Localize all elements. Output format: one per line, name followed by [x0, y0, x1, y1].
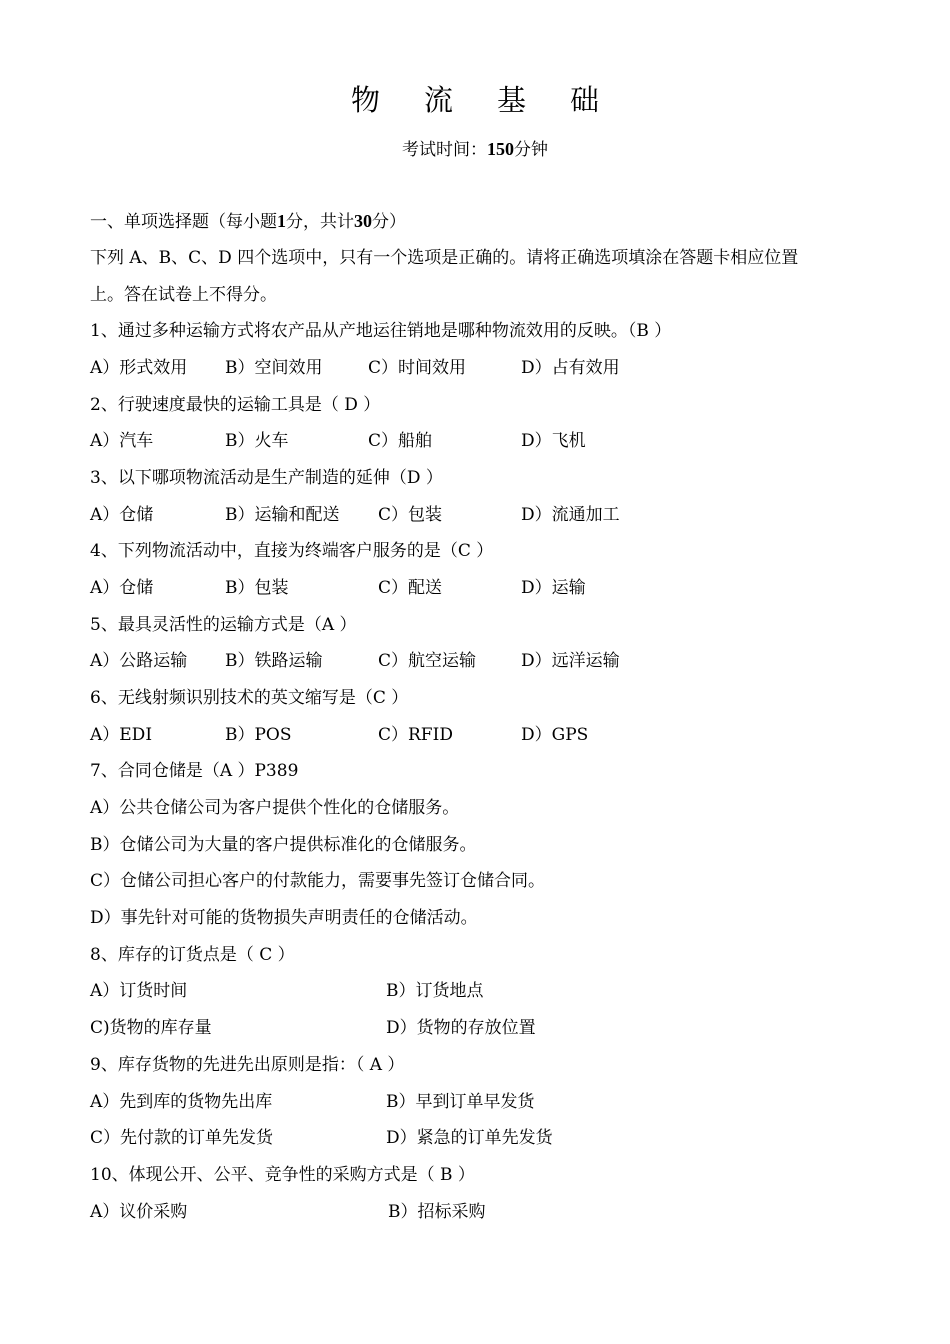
option: B）招标采购	[388, 1202, 486, 1222]
title-char: 流	[423, 83, 453, 117]
option: A）汽车	[90, 431, 154, 451]
exam-time	[0, 136, 950, 163]
question: 2、行驶速度最快的运输工具是（ D ）	[90, 395, 381, 415]
instructions-line: 下列 A、B、C、D 四个选项中，只有一个选项是正确的。请将正确选项填涂在答题卡相应位置	[90, 248, 799, 268]
section-text: 分，共计	[286, 212, 354, 232]
title-char: 基	[497, 83, 527, 117]
section-points-each: 1	[277, 211, 286, 231]
option: A）公路运输	[90, 651, 188, 671]
question: 4、下列物流活动中，直接为终端客户服务的是（C ）	[90, 541, 494, 561]
option: D）紧急的订单先发货	[386, 1128, 553, 1148]
option: C）航空运输	[378, 651, 477, 671]
option: C）时间效用	[368, 358, 467, 378]
option: A）形式效用	[90, 358, 188, 378]
option: B）订货地点	[386, 981, 484, 1001]
page-title	[0, 78, 950, 122]
option: C）RFID	[378, 725, 453, 745]
option: B）仓储公司为大量的客户提供标准化的仓储服务。	[90, 835, 477, 855]
section-text: 一、单项选择题（每小题	[90, 212, 277, 232]
option: B）铁路运输	[225, 651, 323, 671]
option: A）仓储	[90, 578, 154, 598]
question: 8、库存的订货点是（ C ）	[90, 945, 295, 965]
option: D）货物的存放位置	[386, 1018, 536, 1038]
exam-time-unit: 分钟	[514, 140, 548, 160]
question: 10、体现公开、公平、竞争性的采购方式是（ B ）	[90, 1165, 475, 1185]
section-text: 分）	[372, 212, 406, 232]
option: A）订货时间	[90, 981, 188, 1001]
option: B）运输和配送	[225, 505, 340, 525]
option: A）仓储	[90, 505, 154, 525]
exam-time-label: 考试时间：	[402, 140, 487, 160]
exam-time-minutes: 150	[487, 139, 514, 159]
option: D）占有效用	[521, 358, 620, 378]
instructions-line: 上。答在试卷上不得分。	[90, 285, 277, 305]
section-heading	[90, 208, 406, 235]
question: 6、无线射频识别技术的英文缩写是（C ）	[90, 688, 409, 708]
option: D）运输	[521, 578, 586, 598]
option: B）POS	[225, 725, 292, 745]
option: C）船舶	[368, 431, 433, 451]
option: D）GPS	[521, 725, 589, 745]
option: A）公共仓储公司为客户提供个性化的仓储服务。	[90, 798, 460, 818]
section-points-total: 30	[354, 211, 372, 231]
question: 9、库存货物的先进先出原则是指：（ A ）	[90, 1055, 405, 1075]
option: C）仓储公司担心客户的付款能力，需要事先签订仓储合同。	[90, 871, 546, 891]
option: C）配送	[378, 578, 443, 598]
question: 5、最具灵活性的运输方式是（A ）	[90, 615, 357, 635]
option: A）先到库的货物先出库	[90, 1092, 273, 1112]
option: A）EDI	[90, 725, 153, 745]
option: D）事先针对可能的货物损失声明责任的仓储活动。	[90, 908, 478, 928]
option: C)货物的库存量	[90, 1018, 212, 1038]
option: B）包装	[225, 578, 289, 598]
option: D）远洋运输	[521, 651, 620, 671]
option: D）飞机	[521, 431, 586, 451]
title-char: 物	[350, 83, 380, 117]
question: 1、通过多种运输方式将农产品从产地运往销地是哪种物流效用的反映。（B ）	[90, 321, 672, 341]
option: B）早到订单早发货	[386, 1092, 535, 1112]
option: C）包装	[378, 505, 443, 525]
option: B）火车	[225, 431, 289, 451]
question: 3、以下哪项物流活动是生产制造的延伸（D ）	[90, 468, 443, 488]
option: D）流通加工	[521, 505, 620, 525]
question: 7、合同仓储是（A ）P389	[90, 761, 299, 781]
option: B）空间效用	[225, 358, 323, 378]
option: A）议价采购	[90, 1202, 188, 1222]
title-char: 础	[570, 83, 600, 117]
option: C）先付款的订单先发货	[90, 1128, 274, 1148]
